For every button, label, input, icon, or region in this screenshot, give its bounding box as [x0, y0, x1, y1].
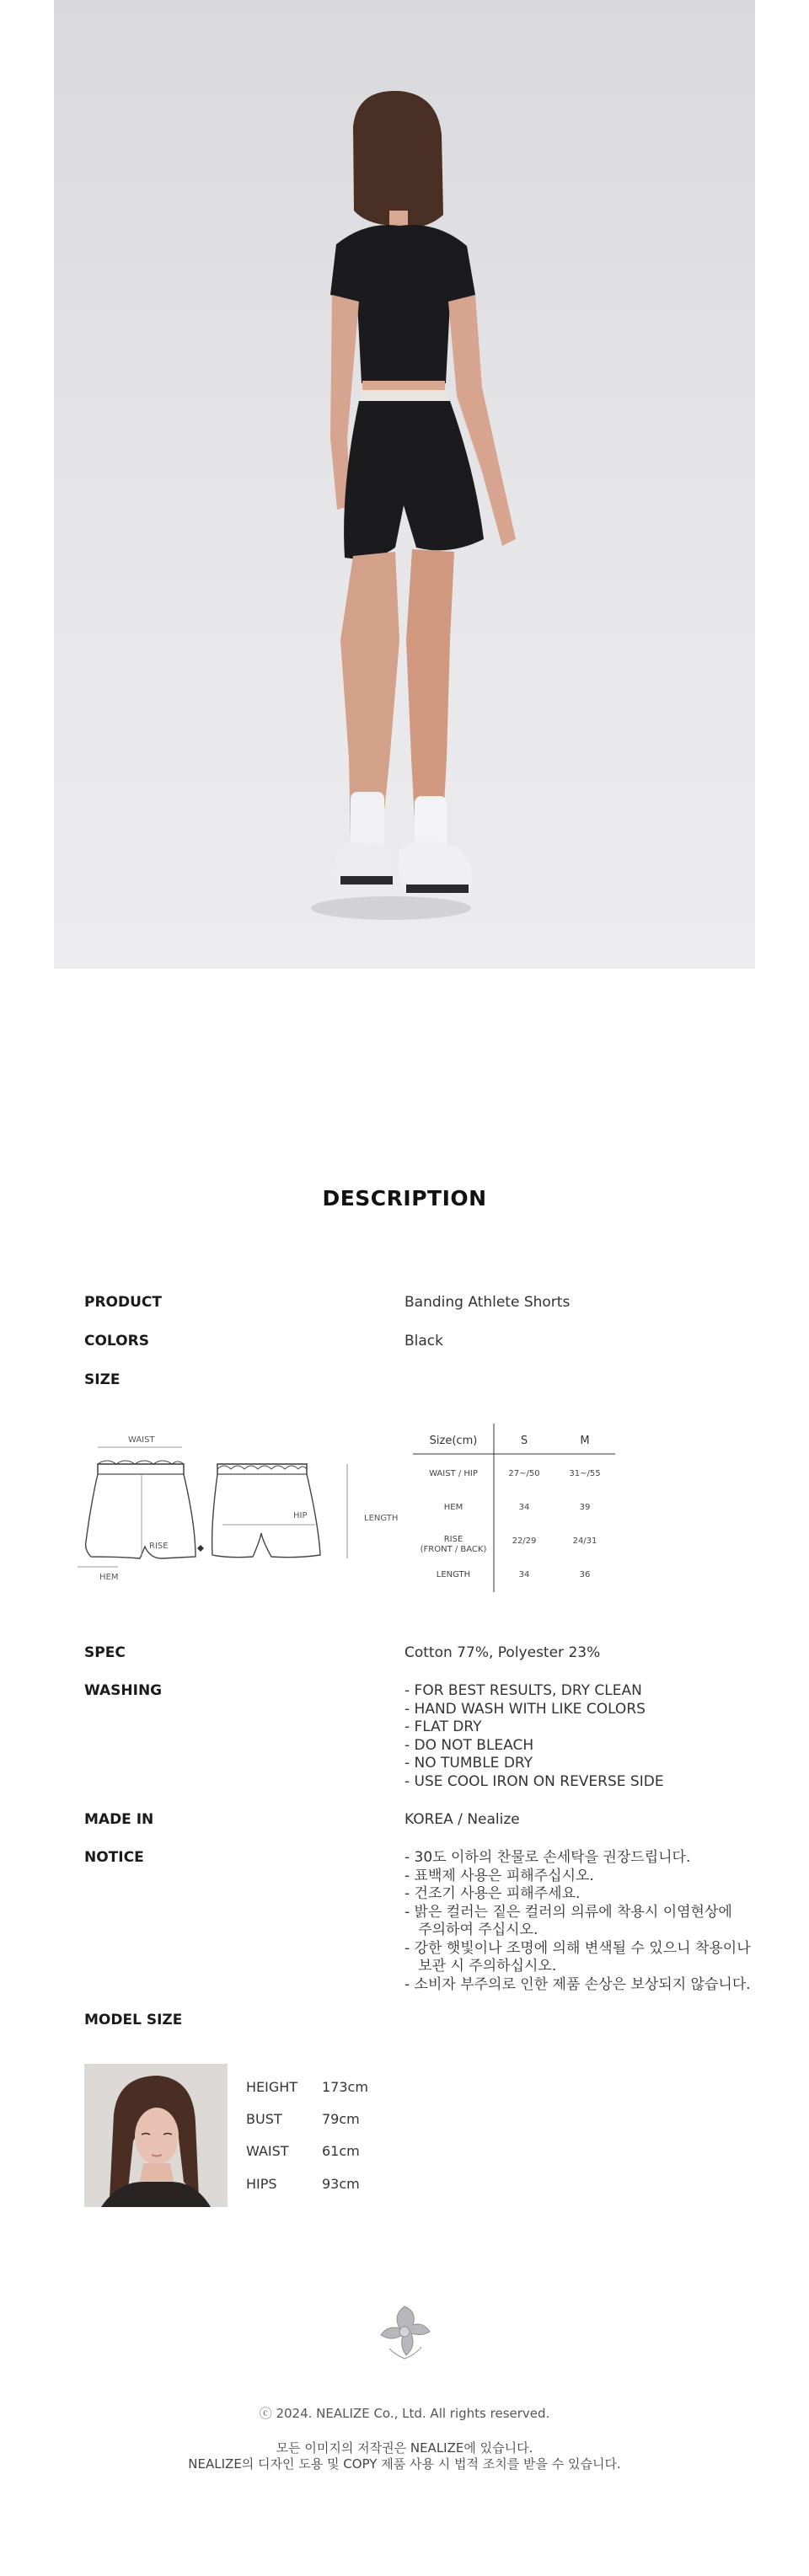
- size-table-header-size: Size(cm): [429, 1435, 478, 1447]
- size-table-cell: 34: [518, 1503, 530, 1512]
- diagram-label-length: LENGTH: [364, 1514, 399, 1523]
- size-table: [413, 1424, 615, 1592]
- size-table-cell: 31~/55: [569, 1469, 601, 1478]
- size-table-cell: 36: [579, 1570, 591, 1579]
- notice-line: 보관 시 주의하십시오.: [404, 1958, 557, 1975]
- washing-line: - DO NOT BLEACH: [404, 1736, 534, 1754]
- product-value: Banding Athlete Shorts: [404, 1294, 571, 1311]
- spec-value: Cotton 77%, Polyester 23%: [404, 1644, 601, 1661]
- notice-line: - 강한 햇빛이나 조명에 의해 변색될 수 있으니 착용이나: [404, 1939, 751, 1957]
- made-in-value: KOREA / Nealize: [404, 1811, 520, 1828]
- size-table-row-label: HEM: [443, 1503, 463, 1512]
- size-table-cell: 22/29: [512, 1537, 537, 1546]
- size-label: SIZE: [84, 1371, 121, 1388]
- model-size-row-label: BUST: [246, 2111, 282, 2127]
- model-portrait-illustration: [84, 2064, 228, 2207]
- washing-label: WASHING: [84, 1682, 163, 1699]
- notice-label: NOTICE: [84, 1849, 144, 1866]
- brand-logo-icon: [371, 2300, 438, 2367]
- spec-label: SPEC: [84, 1644, 126, 1661]
- size-table-cell: 27~/50: [508, 1469, 540, 1478]
- notice-line: - 표백제 사용은 피해주십시오.: [404, 1867, 594, 1884]
- size-table-row-label: LENGTH: [436, 1570, 471, 1579]
- colors-value: Black: [404, 1333, 443, 1349]
- colors-label: COLORS: [84, 1333, 149, 1349]
- washing-line: - FLAT DRY: [404, 1718, 482, 1735]
- size-table-row-label: WAIST / HIP: [429, 1469, 478, 1478]
- size-table-cell: 34: [518, 1570, 530, 1579]
- washing-line: - NO TUMBLE DRY: [404, 1755, 533, 1772]
- model-size-row-value: 61cm: [322, 2143, 360, 2159]
- washing-line: - FOR BEST RESULTS, DRY CLEAN: [404, 1682, 642, 1699]
- washing-line: - USE COOL IRON ON REVERSE SIDE: [404, 1772, 664, 1790]
- washing-line: - HAND WASH WITH LIKE COLORS: [404, 1700, 646, 1718]
- washing-instructions: [404, 1682, 664, 1791]
- model-back-view-illustration: [54, 0, 755, 969]
- made-in-label: MADE IN: [84, 1811, 154, 1828]
- model-size-row-value: 173cm: [322, 2079, 368, 2095]
- model-size-row-value: 93cm: [322, 2176, 360, 2192]
- description-title: DESCRIPTION: [322, 1186, 487, 1211]
- size-diagram: [69, 1432, 406, 1588]
- size-table-header-m: M: [580, 1435, 590, 1447]
- notice-line: 주의하여 주십시오.: [404, 1921, 538, 1938]
- diagram-label-waist: WAIST: [128, 1435, 155, 1445]
- size-table-header-s: S: [520, 1435, 528, 1447]
- notice-line: - 30도 이하의 찬물로 손세탁을 권장드립니다.: [404, 1849, 691, 1866]
- diagram-label-hip: HIP: [293, 1511, 308, 1520]
- model-photo: [84, 2064, 228, 2207]
- model-size-row-value: 79cm: [322, 2111, 360, 2127]
- size-table-cell: 39: [579, 1503, 591, 1512]
- footer-notice-line: NEALIZE의 디자인 도용 및 COPY 제품 사용 시 법적 조치를 받을 수 있습니다.: [188, 2456, 621, 2472]
- notice-line: - 건조기 사용은 피해주세요.: [404, 1885, 581, 1902]
- model-size-row-label: HEIGHT: [246, 2079, 298, 2095]
- product-label: PRODUCT: [84, 1294, 162, 1311]
- model-size-label: MODEL SIZE: [84, 2012, 183, 2028]
- notice-line: - 밝은 컬러는 짙은 컬러의 의류에 착용시 이염현상에: [404, 1903, 732, 1921]
- size-table-row-label: RISE (FRONT / BACK): [420, 1535, 487, 1554]
- notice-line: - 소비자 부주의로 인한 제품 손상은 보상되지 않습니다.: [404, 1975, 751, 1993]
- footer-copyright: ⓒ 2024. NEALIZE Co., Ltd. All rights reserved.: [259, 2406, 550, 2421]
- diagram-label-rise: RISE: [149, 1542, 169, 1551]
- model-size-row-label: WAIST: [246, 2143, 289, 2159]
- product-hero-photo: [54, 0, 755, 969]
- notice-text: [404, 1849, 751, 1994]
- diagram-label-hem: HEM: [99, 1573, 119, 1582]
- model-size-row-label: HIPS: [246, 2176, 277, 2192]
- size-table-cell: 24/31: [572, 1537, 597, 1546]
- footer-notice-line: 모든 이미지의 저작권은 NEALIZE에 있습니다.: [276, 2440, 533, 2456]
